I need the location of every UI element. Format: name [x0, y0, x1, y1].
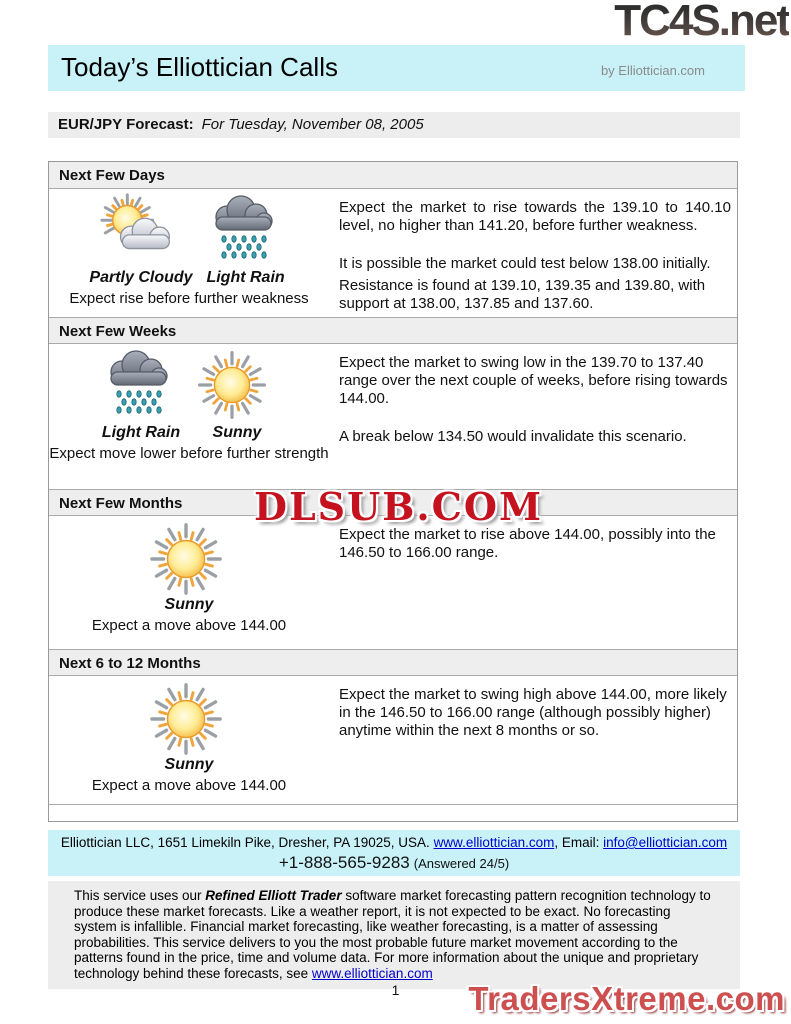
contact-address-line [48, 835, 740, 850]
sunny-icon [194, 348, 280, 422]
phone-number: +1-888-565-9283 [278, 853, 410, 872]
email-label: , Email: [554, 835, 604, 850]
page-number: 1 [391, 982, 400, 998]
forecast-paragraph: Expect the market to swing low in the 139.70 to 137.40 range over the next couple of weeks, before rising towards 144.00. [339, 354, 728, 407]
product-name: Refined Elliott Trader [205, 888, 342, 903]
forecast-paragraph: Expect the market to rise above 144.00, possibly into the 146.50 to 166.00 range. [339, 526, 716, 561]
partly-cloudy-icon [98, 193, 184, 267]
figure-sunny [146, 680, 232, 774]
tradersxtreme-watermark: TradersXtreme.com [468, 980, 785, 1017]
forecast-text-months [329, 516, 737, 649]
disclaimer-text-2: software market forecasting pattern recognition technology to produce these market forecasts. Like a weather report, it is not expected to be exact. No forecasting system is infallible. Financial market forecasting, like weather forecasting, is a matter of assessing probabilities. This service delivers to you the most probable future market movement according to the patterns found in the price, time and volume data. For more information about the unique and proprietary technology behind these forecasts, see [74, 888, 711, 981]
email-link[interactable]: info@elliottician.com [603, 835, 728, 850]
sunny-icon [146, 520, 232, 594]
section-caption: Expect a move above 144.00 [91, 777, 287, 794]
forecast-icons-6-12 [49, 676, 329, 804]
phone-note: (Answered 24/5) [413, 856, 510, 871]
disclaimer-text-1: This service uses our [74, 888, 206, 903]
forecast-text-6-12 [329, 676, 737, 804]
forecast-pair-label: EUR/JPY Forecast: [58, 116, 194, 133]
icon-label: Sunny [164, 596, 214, 613]
forecast-date: For Tuesday, November 08, 2005 [201, 116, 424, 133]
forecast-paragraph: Resistance is found at 139.10, 139.35 and 139.80, with support at 138.00, 137.85 and 137.60. [339, 277, 706, 312]
contact-footer [48, 830, 740, 876]
website-link[interactable]: www.elliottician.com [433, 835, 555, 850]
disclaimer [48, 881, 740, 989]
light-rain-icon [203, 193, 289, 267]
title-banner [48, 45, 745, 91]
section-next-few-days [49, 189, 737, 317]
section-next-few-months [49, 516, 737, 649]
icon-label: Light Rain [206, 269, 285, 286]
phone-line [48, 853, 740, 873]
section-caption: Expect rise before further weakness [69, 290, 309, 307]
forecast-paragraph: It is possible the market could test below 138.00 initially. [339, 255, 711, 272]
section-caption: Expect move lower before further strength [49, 445, 329, 462]
box-bottom-spacer [49, 804, 737, 821]
icon-label: Partly Cloudy [89, 269, 193, 286]
figure-light-rain [98, 348, 184, 442]
forecast-paragraph: A break below 134.50 would invalidate this scenario. [339, 428, 687, 445]
icon-label: Light Rain [101, 424, 181, 441]
section-header-next-few-weeks: Next Few Weeks [49, 317, 737, 344]
forecast-paragraph: Expect the market to swing high above 144.00, more likely in the 146.50 to 166.00 range (although possibly higher) anytime within the next 8 months or so. [339, 686, 727, 739]
dlsub-watermark: DLSUB.COM [254, 484, 544, 529]
forecast-paragraph: Expect the market to rise towards the 139.10 to 140.10 level, no higher than 141.20, before further weakness. [339, 199, 731, 234]
address-text: Elliottician LLC, 1651 Limekiln Pike, Dresher, PA 19025, USA. [60, 835, 434, 850]
forecast-icons-months [49, 516, 329, 649]
figure-sunny [194, 348, 280, 442]
section-header-next-6-12-months: Next 6 to 12 Months [49, 649, 737, 676]
forecast-bar [48, 112, 740, 138]
section-next-6-12-months [49, 676, 737, 804]
sunny-icon [146, 680, 232, 754]
figure-sunny [146, 520, 232, 614]
section-caption: Expect a move above 144.00 [91, 617, 287, 634]
figure-light-rain [203, 193, 289, 287]
section-header-next-few-months: Next Few Months [49, 489, 737, 516]
disclaimer-website-link[interactable]: www.elliottician.com [311, 965, 433, 981]
forecast-text-days [329, 189, 737, 317]
icon-label: Sunny [212, 424, 262, 441]
byline: by Elliottician.com [600, 63, 705, 78]
section-next-few-weeks [49, 344, 737, 489]
forecast-icons-weeks [49, 344, 329, 489]
section-header-next-few-days: Next Few Days [49, 162, 737, 189]
tc4s-logo: TC4S.net [614, 0, 789, 46]
light-rain-icon [98, 348, 184, 422]
forecast-icons-days [49, 189, 329, 317]
figure-partly-cloudy [89, 193, 192, 287]
icon-label: Sunny [164, 756, 214, 773]
forecast-text-weeks [329, 344, 737, 489]
page-title: Today’s Elliottician Calls [61, 52, 338, 82]
